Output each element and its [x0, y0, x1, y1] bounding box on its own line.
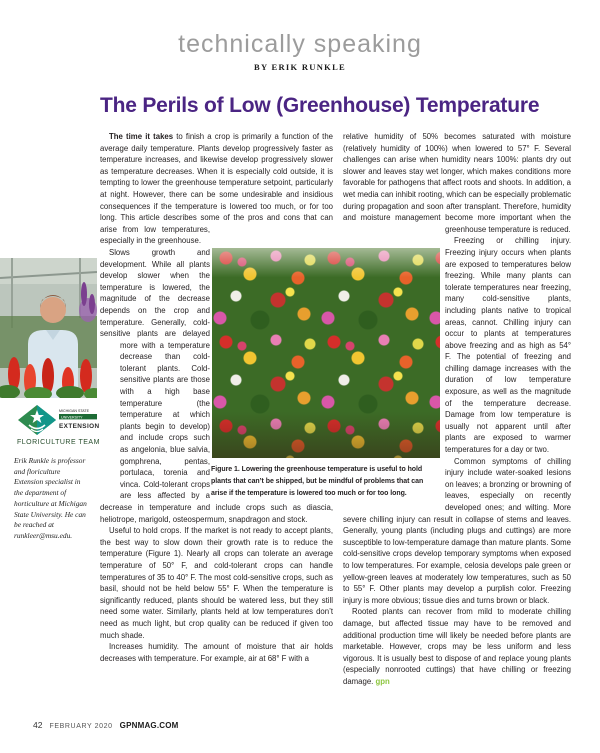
msu-extension-logo	[16, 404, 100, 452]
end-mark: gpn	[375, 676, 390, 686]
paragraph-text: Rooted plants can recover from mild to moderate chilling damage, but affected tissue may have to be removed and additional production time will likely be needed before plants are marketable. However, crops may be less uniform and less vigorous. It is usually best to dispose of and replace young plants (especially nonrooted cuttings) that have chilling or freezing damage.	[343, 607, 571, 686]
wrap-spacer	[343, 235, 445, 503]
paragraph-text: Common symptoms of chilling injury include water-soaked lesions on leaves; a bronzing or browning of leaves, especially on recently developed ones; and wilting. More severe chilling injury can result in collapse of stems and leaves. Generally, young plants (including plugs and cuttings) are more susceptible to low-temperature damage than mature plants. Some cold-sensitive crops develop temporary symptoms when exposed to low temperatures. For example, celosia develops pale green or yellow-green leaves at moderately low temperatures, such as 50 to 55° F. Other plants may develop a purplish color. Freezing injury is more obvious; tissue dies and turns brown or black.	[343, 456, 571, 605]
page-footer	[33, 720, 179, 730]
paragraph-text: to finish a crop is primarily a function of the average daily temperature. Plants develop progressively faster as temperature increases, and likewise develop progressively slower as temperature decreases. When it is especially cold outside, it is tempting to lower the greenhouse temperature setpoint, particularly at night. However, there can be some undesirable and insidious consequences if the temperature is lowered too much, or for too long. This article describes some of the pros and cons that can arise from low temperatures, especially in the greenhouse.	[100, 132, 333, 246]
author-photo-image	[0, 258, 97, 398]
magazine-website: GPNMAG.COM	[119, 721, 179, 730]
paragraph	[343, 606, 571, 687]
paragraph	[100, 641, 333, 664]
paragraph	[343, 131, 571, 235]
msu-extension-logo-image	[16, 404, 100, 452]
logo-line1: MICHIGAN STATE	[59, 409, 90, 413]
left-text-column	[100, 131, 333, 664]
article-title: The Perils of Low (Greenhouse) Temperature	[100, 94, 540, 117]
logo-line3: EXTENSION	[59, 423, 100, 430]
wrap-spacer	[100, 340, 120, 502]
issue-date: FEBRUARY 2020	[49, 723, 113, 730]
logo-line4: FLORICULTURE TEAM	[17, 439, 100, 446]
paragraph-text: relative humidity of 50% becomes saturated with moisture (relatively humidity of 100%) when lowered to 57° F. Several challenges can arise when humidity nears 100%: plants dry out slower and leaves stay wet longer, which makes conditions more favorable for pathogens that affect roots and shoots. In addition, a wet media can inhibit rooting, which can be especially problematic during propagation and soon after transplant. Therefore, humidity and moisture management become more important when the greenhouse temperature is reduced.	[343, 132, 571, 234]
column-masthead: technically speaking	[178, 30, 422, 58]
right-text-column	[343, 131, 571, 688]
author-byline: BY ERIK RUNKLE	[253, 62, 347, 72]
paragraph	[100, 525, 333, 641]
wrap-spacer	[333, 131, 334, 224]
page-number: 42	[33, 720, 43, 730]
author-bio: Erik Runkle is professor and floriculture Extension specialist in the department of horticulture at Michigan State University. He can be reached at runkleer@msu.edu.	[14, 456, 87, 540]
wrap-spacer	[210, 224, 333, 502]
paragraph-text: Increases humidity. The amount of moisture that air holds decreases with temperature. For example, air at 68° F with a	[100, 642, 333, 663]
figure1-caption: Figure 1. Lowering the greenhouse temperature is useful to hold plants that can’t be shipped, but be mindful of problems that can arise if the temperature is lowered too much or for too long.	[211, 466, 424, 497]
author-photo	[0, 258, 97, 398]
paragraph-text: Useful to hold crops. If the market is not ready to accept plants, the best way to slow down their growth rate is to reduce the temperature (Figure 1). Nearly all crops can tolerate an average temperature of 50° F, and cold-tolerant crops can handle temperatures of 35 to 40° F. The most cold-sensitive crops, such as basil, should not be held below 55° F. When the temperature is significantly reduced, plants should be watered less, but they still need some water. Similarly, plants held at low temperatures don’t need as much light, but crop quality can be reduced if given too much shade.	[100, 526, 333, 640]
paragraph-text: Slows growth and development. While all plants develop slower when the temperature is lowered, the magnitude of the decrease depends on the crop and temperature. Generally, cold-sensitive plants are delayed more with a temperature decrease than cold-tolerant plants. Cold-sensitive plants are those with a high base temperature (the temperature at which plants begin to develop) and include crops such as angelonia, blue salvia, gomphrena, pentas, portulaca, torenia and vinca. Cold-tolerant crops are less affected by a decrease in temperature and include crops such as diascia, heliotrope, marigold, osteospermum, snapdragon and stock.	[100, 247, 333, 524]
paragraph-lead: The time it takes	[109, 132, 174, 141]
logo-line2: UNIVERSITY	[61, 415, 83, 420]
paragraph-text: Freezing or chilling injury. Freezing injury occurs when plants are exposed to temperatures below freezing. While many plants can tolerate temperatures near freezing, many cold-sensitive plants, including plants native to tropical areas, cannot. Chilling injury can occur to plants at temperatures above freezing and as high as 54° F. The potential of freezing and chilling damage increases with the duration of low temperature exposure, as well as the magnitude of the temperature decrease. Damage from low temperature is usually not apparent until after plants are exposed to warmer temperatures for a day or two.	[445, 236, 571, 455]
